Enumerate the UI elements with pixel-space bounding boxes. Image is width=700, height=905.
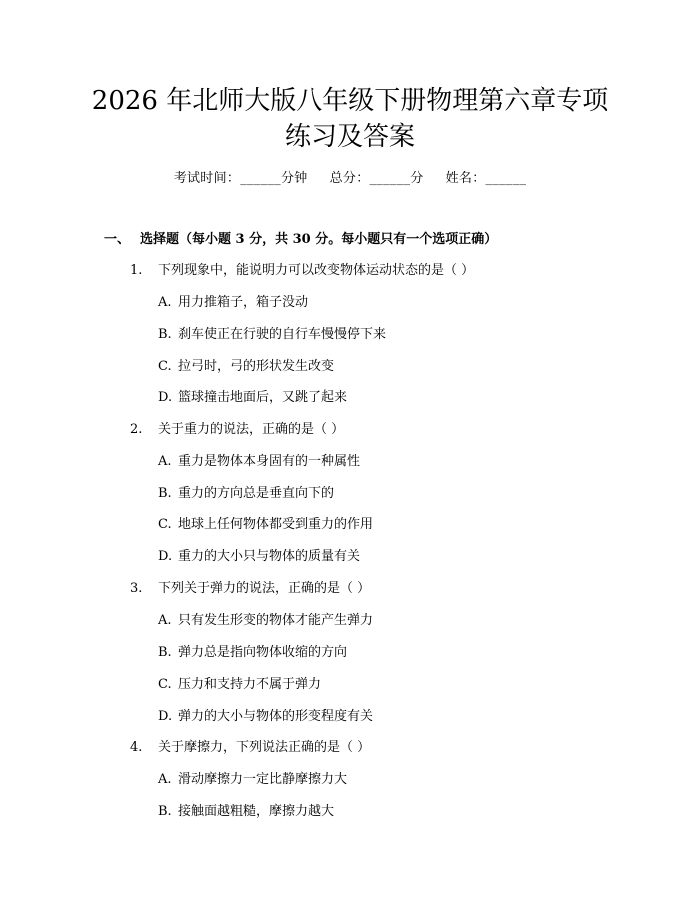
question-2-option-c: [158, 516, 373, 534]
option-letter: C.: [158, 517, 172, 532]
question-3-option-d: [158, 708, 373, 726]
question-3-option-b: [158, 644, 347, 662]
question-4-option-b: [158, 803, 334, 821]
option-text: 压力和支持力不属于弹力: [178, 677, 322, 692]
option-text: 篮球撞击地面后，又跳了起来: [178, 390, 348, 405]
option-text: 重力的方向总是垂直向下的: [178, 486, 335, 501]
question-1-option-c: [158, 358, 334, 376]
option-letter: C.: [158, 677, 172, 692]
option-letter: C.: [158, 359, 172, 374]
document-title-line-2: 练习及答案: [284, 122, 415, 152]
option-text: 重力的大小只与物体的质量有关: [178, 549, 361, 564]
question-text: 关于重力的说法，正确的是（ ）: [158, 422, 345, 437]
section-heading: [104, 231, 497, 249]
exam-time-label: 考试时间：______分钟: [173, 171, 308, 186]
student-name-label: 姓名：______: [445, 171, 527, 186]
option-text: 重力是物体本身固有的一种属性: [178, 454, 361, 469]
question-4: [130, 739, 370, 757]
document-title-line-1: 2026 年北师大版八年级下册物理第六章专项: [91, 86, 609, 116]
question-number: 4.: [130, 740, 143, 755]
option-letter: A.: [158, 454, 172, 469]
option-text: 地球上任何物体都受到重力的作用: [178, 517, 374, 532]
question-2-option-d: [158, 548, 360, 566]
option-text: 滑动摩擦力一定比静摩擦力大: [178, 772, 348, 787]
exam-meta: [0, 170, 700, 188]
option-text: 刹车使正在行驶的自行车慢慢停下来: [178, 327, 387, 342]
option-text: 拉弓时，弓的形状发生改变: [178, 359, 335, 374]
question-text: 下列关于弹力的说法，正确的是（ ）: [158, 581, 371, 596]
question-1-option-b: [158, 326, 386, 344]
question-1: [130, 262, 474, 280]
total-score-label: 总分：______分: [329, 171, 424, 186]
option-letter: A.: [158, 772, 172, 787]
question-3-option-a: [158, 612, 373, 630]
option-letter: D.: [158, 549, 173, 564]
question-3: [130, 580, 370, 598]
option-letter: A.: [158, 295, 172, 310]
option-letter: A.: [158, 613, 172, 628]
question-1-option-d: [158, 389, 347, 407]
section-number: 一、: [104, 232, 131, 247]
question-text: 关于摩擦力，下列说法正确的是（ ）: [158, 740, 371, 755]
question-number: 2.: [130, 422, 143, 437]
option-letter: B.: [158, 804, 172, 819]
option-text: 用力推箱子，箱子没动: [178, 295, 309, 310]
option-letter: B.: [158, 645, 172, 660]
option-text: 弹力的大小与物体的形变程度有关: [178, 709, 374, 724]
question-1-option-a: [158, 294, 308, 312]
question-2-option-a: [158, 453, 360, 471]
question-3-option-c: [158, 676, 321, 694]
option-text: 接触面越粗糙，摩擦力越大: [178, 804, 335, 819]
option-letter: D.: [158, 390, 173, 405]
question-number: 3.: [130, 581, 143, 596]
option-letter: B.: [158, 327, 172, 342]
section-title: 选择题（每小题 3 分，共 30 分。每小题只有一个选项正确）: [140, 232, 498, 247]
option-text: 只有发生形变的物体才能产生弹力: [178, 613, 374, 628]
option-letter: D.: [158, 709, 173, 724]
question-number: 1.: [130, 263, 143, 278]
option-letter: B.: [158, 486, 172, 501]
question-4-option-a: [158, 771, 347, 789]
option-text: 弹力总是指向物体收缩的方向: [178, 645, 348, 660]
question-2-option-b: [158, 485, 334, 503]
question-2: [130, 421, 344, 439]
question-text: 下列现象中，能说明力可以改变物体运动状态的是（ ）: [158, 263, 475, 278]
